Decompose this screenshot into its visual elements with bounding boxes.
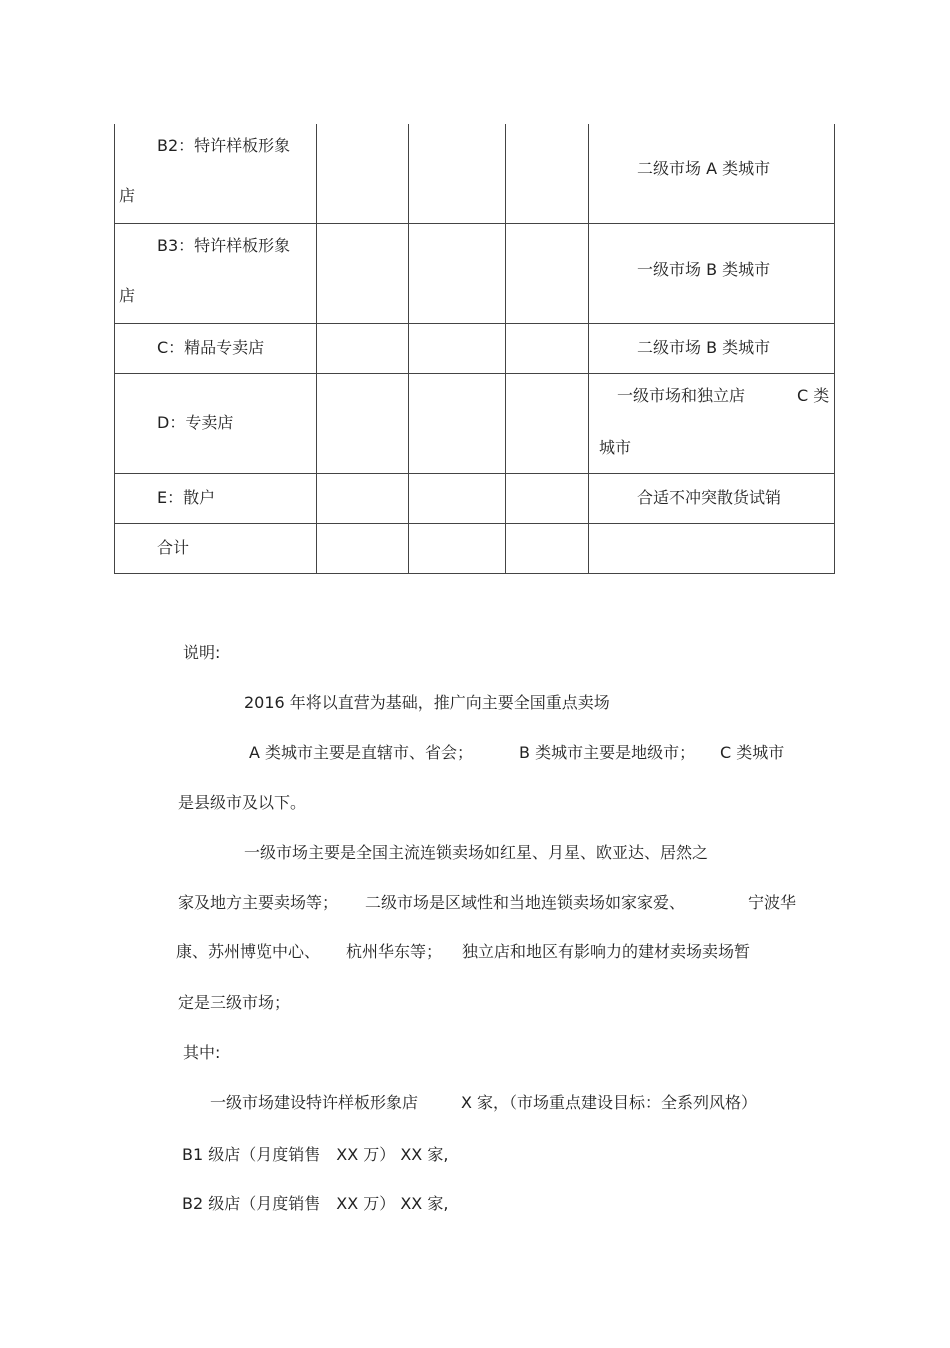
empty-cell [506,324,589,374]
note-text: 一级市场建设特许样板形象店 [210,1093,419,1112]
note-text: 家及地方主要卖场等； [178,893,339,912]
note-text: B1 级店（月度销售 XX 万） XX 家, [182,1145,449,1164]
empty-cell [506,224,589,324]
store-type-cell [115,324,317,374]
store-type-cell [115,374,317,474]
store-type-cell [115,224,317,324]
market-cell [589,224,835,324]
empty-cell [409,124,506,224]
store-type-label: E：散户 [157,488,216,507]
note-text: A 类城市主要是直辖市、省会； [249,743,474,762]
store-type-label-cont: 店 [119,286,136,305]
note-text: 一级市场主要是全国主流连锁卖场如红星、月星、欧亚达、居然之 [244,843,709,862]
sub-heading: 其中: [183,1043,221,1062]
note-text: 康、苏州博览中心、 [176,942,321,961]
store-type-cell [115,124,317,224]
empty-cell [317,374,409,474]
note-text: B 类城市主要是地级市； [519,743,696,762]
empty-cell [317,124,409,224]
market-label: 一级市场 B 类城市 [637,260,771,279]
table-row [115,224,835,324]
notes-heading: 说明: [183,643,221,662]
total-label: 合计 [157,538,190,557]
table-row [115,524,835,574]
note-text: X 家，（市场重点建设目标：全系列风格） [461,1093,758,1112]
empty-cell [506,474,589,524]
empty-cell [409,524,506,574]
market-label: 一级市场和独立店 [617,386,746,405]
store-type-label: D：专卖店 [157,413,234,432]
store-type-cell [115,474,317,524]
market-cell [589,474,835,524]
note-text: 二级市场是区域性和当地连锁卖场如家家爱、 [365,893,686,912]
market-label: 二级市场 B 类城市 [637,338,771,357]
table-row [115,124,835,224]
market-cell [589,124,835,224]
note-text: C 类城市 [720,743,785,762]
market-cell [589,524,835,574]
empty-cell [317,224,409,324]
store-type-label: C：精品专卖店 [157,338,265,357]
empty-cell [317,474,409,524]
empty-cell [317,324,409,374]
market-cell [589,374,835,474]
store-type-cell [115,524,317,574]
table-row [115,474,835,524]
note-paragraph: 2016 年将以直营为基础，推广向主要全国重点卖场 [244,693,610,712]
note-text: B2 级店（月度销售 XX 万） XX 家, [182,1194,449,1213]
table-row [115,324,835,374]
market-label: 合适不冲突散货试销 [637,488,782,507]
empty-cell [506,124,589,224]
empty-cell [409,474,506,524]
store-type-label: B2：特许样板形象 [157,136,291,155]
market-label-cont: 城市 [599,438,632,457]
note-text: 定是三级市场； [178,993,291,1012]
empty-cell [506,374,589,474]
empty-cell [506,524,589,574]
store-type-label: B3：特许样板形象 [157,236,291,255]
store-type-label-cont: 店 [119,186,136,205]
note-text: 是县级市及以下。 [178,793,307,812]
note-text: 杭州华东等； [346,942,443,961]
market-label-suffix: C 类 [797,386,830,405]
market-cell [589,324,835,374]
store-type-table [114,124,835,574]
empty-cell [409,224,506,324]
empty-cell [409,324,506,374]
empty-cell [317,524,409,574]
note-text: 独立店和地区有影响力的建材卖场卖场暂 [462,942,751,961]
note-text: 宁波华 [748,893,797,912]
table-row [115,374,835,474]
empty-cell [409,374,506,474]
market-label: 二级市场 A 类城市 [637,159,771,178]
